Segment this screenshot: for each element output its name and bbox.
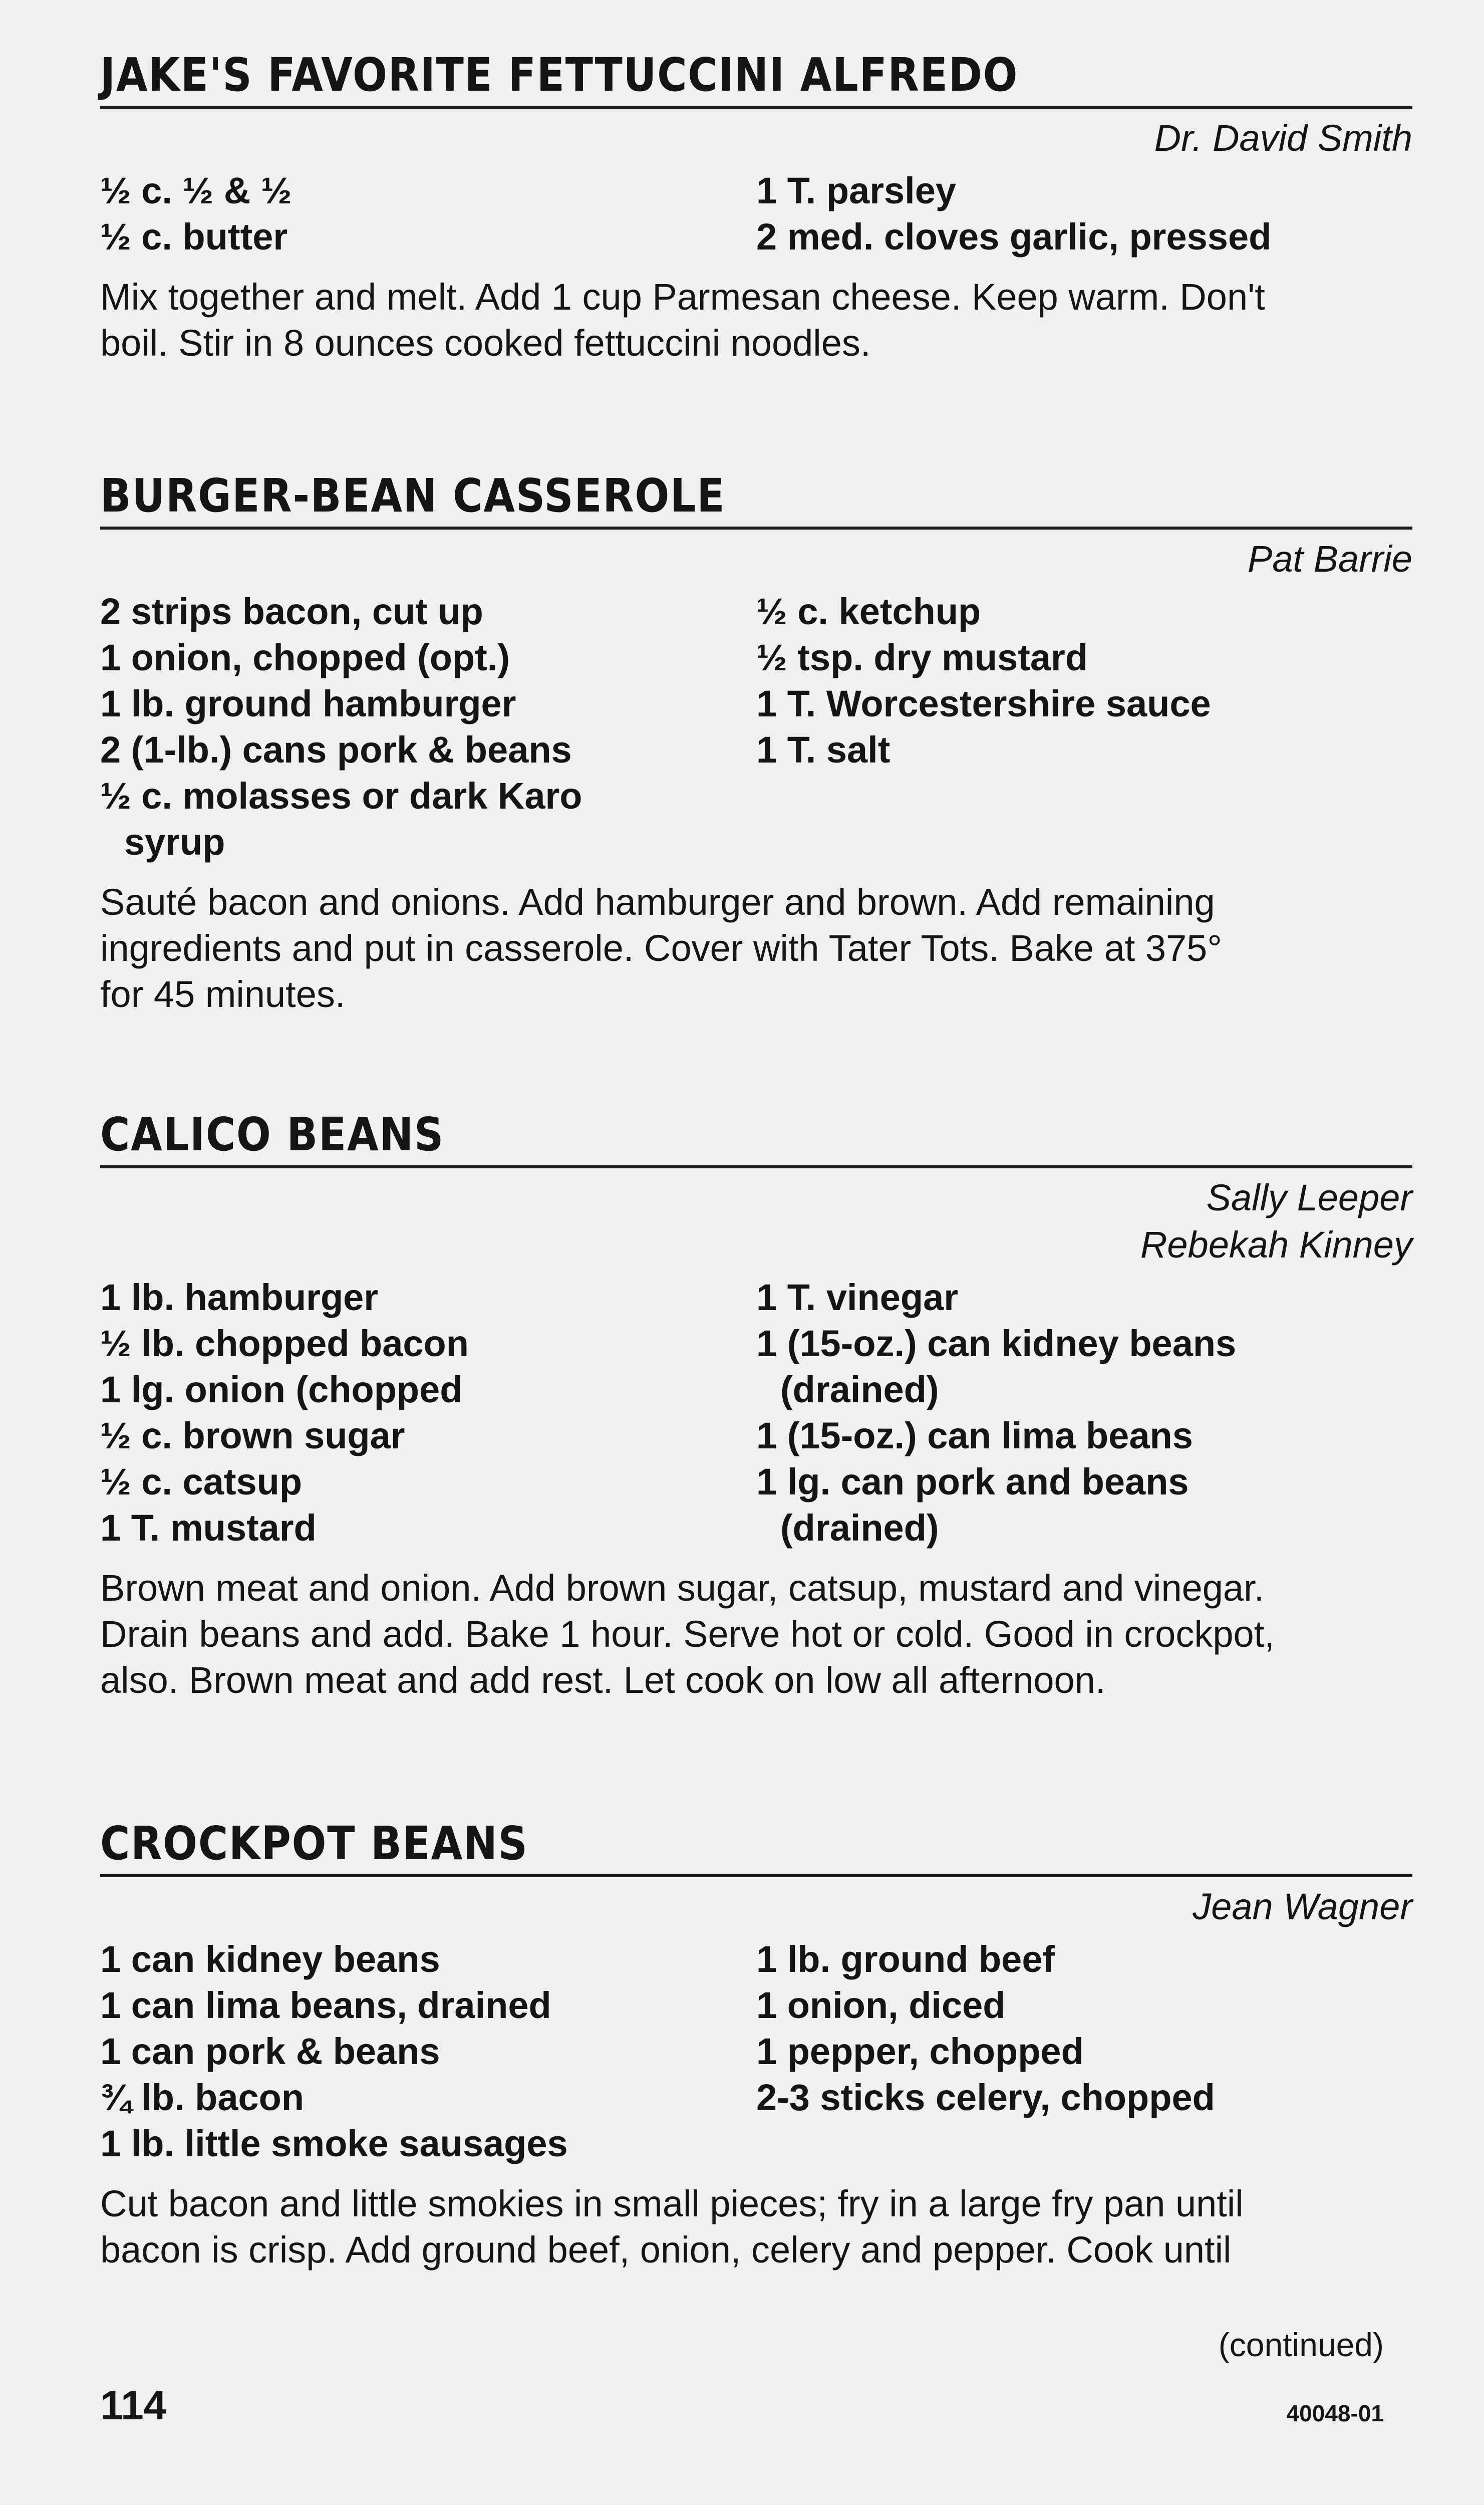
ingredient-line: 1 T. mustard	[100, 1507, 317, 1549]
ingredient-line: 1 onion, diced	[756, 1984, 1006, 2026]
ingredient-line: ½ c. butter	[100, 216, 288, 258]
ingredient-columns	[100, 1275, 1412, 1551]
ingredient-line: ½ c. ketchup	[756, 591, 981, 632]
ingredient-line: 1 can kidney beans	[100, 1938, 440, 1980]
recipe-author: Rebekah Kinney	[1140, 1224, 1412, 1266]
title-rule	[100, 527, 1412, 530]
ingredient-line: 1 lb. hamburger	[100, 1277, 379, 1318]
ingredient-columns	[100, 589, 1412, 865]
ingredient-line: 1 can lima beans, drained	[100, 1984, 551, 2026]
ingredient-column-left	[100, 168, 756, 260]
recipe	[100, 1816, 1412, 2273]
recipe-instructions: Sauté bacon and onions. Add hamburger and brown. Add remaining ingredients and put in casserole. Cover with Tater Tots. Bake at 375° for 45 minutes.	[100, 881, 1222, 1015]
ingredient-columns	[100, 1936, 1412, 2167]
ingredient-line: 1 lb. little smoke sausages	[100, 2123, 568, 2164]
ingredient-column-left	[100, 589, 756, 865]
title-rule	[100, 106, 1412, 109]
title-rule	[100, 1874, 1412, 1877]
recipe-author: Pat Barrie	[1247, 538, 1412, 580]
recipe-title: CROCKPOT BEANS	[100, 1817, 528, 1870]
ingredient-line: 2 strips bacon, cut up	[100, 591, 483, 632]
recipe-title: BURGER-BEAN CASSEROLE	[100, 469, 726, 523]
recipe-author: Jean Wagner	[1193, 1886, 1412, 1927]
recipe	[100, 468, 1412, 1018]
ingredient-line: 1 T. parsley	[756, 170, 957, 211]
recipe	[100, 48, 1412, 366]
ingredient-line: 1 can pork & beans	[100, 2031, 440, 2072]
ingredient-line: 1 (15-oz.) can lima beans	[756, 1415, 1193, 1456]
ingredient-line: ½ c. brown sugar	[100, 1415, 405, 1456]
ingredient-line: 1 lb. ground beef	[756, 1938, 1055, 1980]
ingredient-line: (drained)	[780, 1507, 939, 1549]
page-number: 114	[100, 2383, 167, 2428]
recipe-title: JAKE'S FAVORITE FETTUCCINI ALFREDO	[100, 48, 1019, 102]
ingredient-line: ½ c. catsup	[100, 1461, 303, 1502]
ingredient-column-left	[100, 1936, 756, 2167]
ingredient-line: (drained)	[780, 1369, 939, 1410]
ingredient-line: 1 lg. onion (chopped	[100, 1369, 463, 1410]
ingredient-column-left	[100, 1275, 756, 1551]
ingredient-line: 2 med. cloves garlic, pressed	[756, 216, 1272, 258]
recipe-author: Dr. David Smith	[1154, 117, 1412, 159]
recipe-instructions: Cut bacon and little smokies in small pieces; fry in a large fry pan until bacon is crisp. Add ground beef, onion, celery and pepper. Cook until	[100, 2183, 1244, 2271]
ingredient-line: ½ c. ½ & ½	[100, 170, 292, 211]
ingredient-line: 1 T. salt	[756, 729, 891, 771]
ingredient-column-right	[756, 589, 1412, 865]
recipe-title: CALICO BEANS	[100, 1108, 445, 1161]
ingredient-line: syrup	[124, 821, 225, 863]
ingredient-column-right	[756, 1936, 1412, 2167]
ingredient-line: 1 pepper, chopped	[756, 2031, 1084, 2072]
ingredient-line: 1 T. vinegar	[756, 1277, 959, 1318]
ingredient-line: 1 T. Worcestershire sauce	[756, 683, 1211, 724]
recipe-instructions: Brown meat and onion. Add brown sugar, catsup, mustard and vinegar. Drain beans and add. Bake 1 hour. Serve hot or cold. Good in crockpot, also. Brown meat and add rest. Let cook on low all afternoon.	[100, 1567, 1275, 1701]
recipe-instructions: Mix together and melt. Add 1 cup Parmesan cheese. Keep warm. Don't boil. Stir in 8 ounces cooked fettuccini noodles.	[100, 276, 1265, 364]
ingredient-line: ¾ lb. bacon	[100, 2077, 305, 2118]
recipe	[100, 1107, 1412, 1703]
ingredient-column-right	[756, 1275, 1412, 1551]
ingredient-line: 2-3 sticks celery, chopped	[756, 2077, 1215, 2118]
ingredient-line: ½ c. molasses or dark Karo	[100, 775, 582, 817]
ingredient-line: 1 lg. can pork and beans	[756, 1461, 1189, 1502]
continued-note: (continued)	[1218, 2326, 1384, 2363]
title-rule	[100, 1165, 1412, 1168]
ingredient-column-right	[756, 168, 1412, 260]
ingredient-line: ½ tsp. dry mustard	[756, 637, 1088, 678]
ingredient-line: 2 (1-lb.) cans pork & beans	[100, 729, 572, 771]
ingredient-line: 1 (15-oz.) can kidney beans	[756, 1323, 1237, 1364]
recipe-author: Sally Leeper	[1206, 1177, 1412, 1218]
ingredient-line: 1 lb. ground hamburger	[100, 683, 516, 724]
ingredient-line: 1 onion, chopped (opt.)	[100, 637, 510, 678]
catalog-code: 40048-01	[1286, 2400, 1384, 2426]
ingredient-columns	[100, 168, 1412, 260]
ingredient-line: ½ lb. chopped bacon	[100, 1323, 469, 1364]
